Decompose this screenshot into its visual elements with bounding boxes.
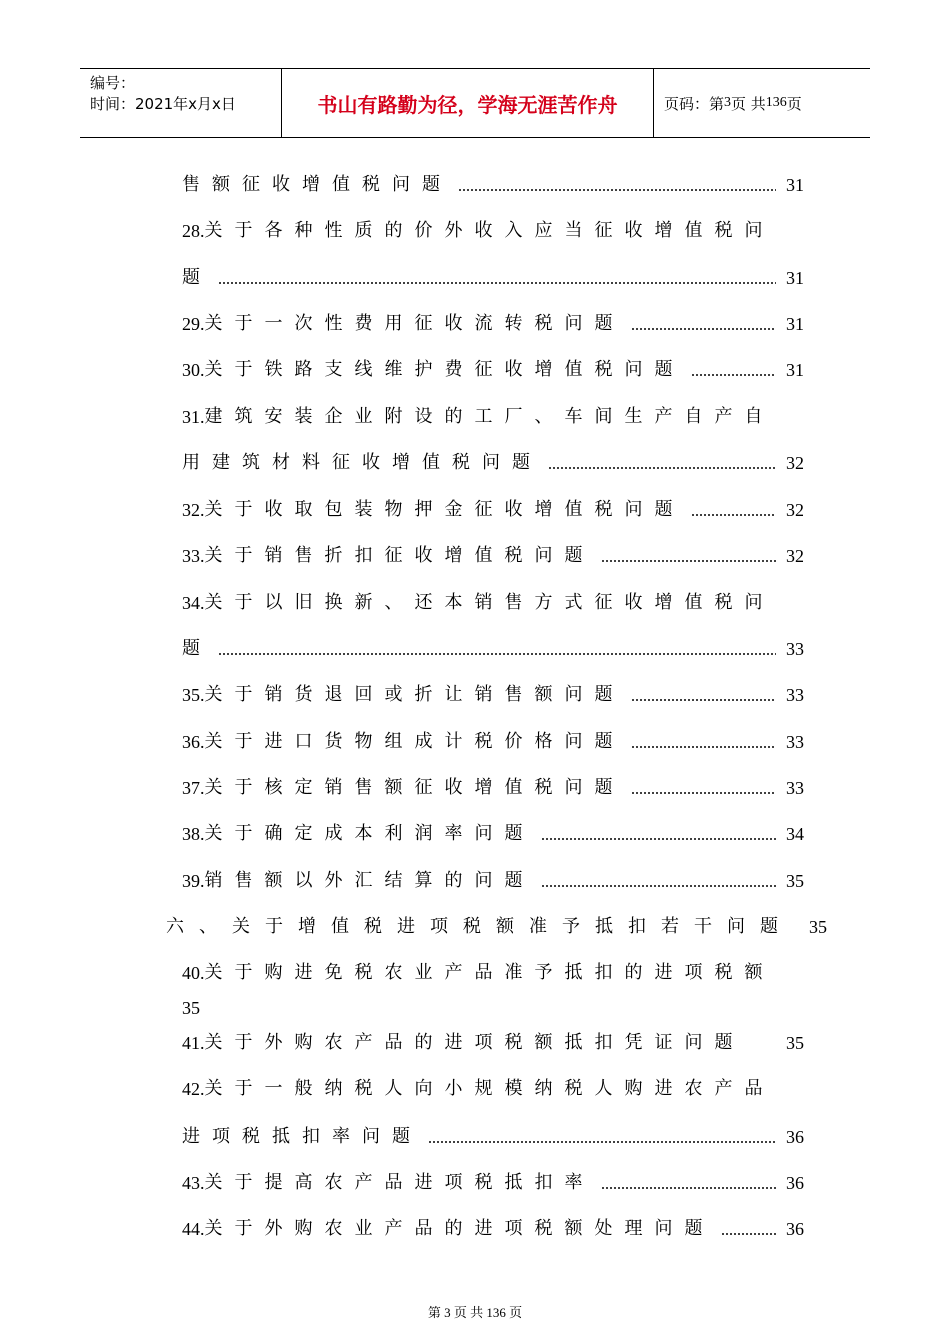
toc-number: 38. (182, 824, 205, 844)
toc-page: 36 (786, 1127, 804, 1147)
toc-text: 关于购进免税农业产品准予抵扣的进项税额 (204, 962, 775, 983)
toc-line[interactable] (182, 636, 804, 662)
footer-prefix: 第 (427, 1305, 441, 1320)
toc-number: 31. (182, 407, 205, 427)
toc-page: 35 (786, 871, 804, 891)
footer-suffix: 页 (509, 1305, 523, 1320)
toc-page: 31 (786, 314, 804, 334)
toc-line[interactable] (182, 868, 804, 894)
toc-text: 售额征收增值税问题 (182, 174, 452, 195)
toc-line[interactable] (182, 1030, 804, 1056)
toc-line[interactable] (182, 960, 804, 986)
footer-mid: 页 共 (453, 1305, 484, 1320)
toc-page: 35 (786, 1033, 804, 1053)
toc-text: 进项税抵扣率问题 (182, 1126, 422, 1147)
footer-total: 136 (486, 1305, 506, 1320)
toc-leader (631, 746, 777, 748)
toc-text: 关于收取包装物押金征收增值税问题 (204, 499, 685, 520)
toc-leader (548, 467, 776, 469)
toc-leader (428, 1141, 776, 1143)
toc-page: 33 (786, 732, 804, 752)
toc-line[interactable] (182, 682, 804, 708)
toc-text: 关于提高农产品进项税抵扣率 (204, 1172, 595, 1193)
toc-text: 用建筑材料征收增值税问题 (182, 452, 542, 473)
toc-text: 题 (182, 638, 212, 659)
toc-text: 题 (182, 267, 212, 288)
toc-line[interactable] (182, 311, 804, 337)
toc-leader (218, 653, 776, 655)
document-header (80, 68, 870, 138)
toc-leader (541, 838, 777, 840)
toc-leader (631, 792, 777, 794)
page-mid: 页 共 (731, 94, 766, 113)
toc-leader (691, 514, 777, 516)
toc-line[interactable] (182, 172, 804, 198)
header-motto: 书山有路勤为径，学海无涯苦作舟 (282, 69, 654, 137)
toc-number: 30. (182, 360, 205, 380)
toc-page: 32 (786, 500, 804, 520)
toc-text: 关于各种性质的价外收入应当征收增值税问 (204, 220, 775, 241)
toc-page: 32 (786, 546, 804, 566)
toc-leader (601, 1187, 777, 1189)
toc-text: 关于以旧换新、还本销售方式征收增值税问 (204, 592, 775, 613)
toc-number: 40. (182, 963, 205, 983)
toc-page: 31 (786, 268, 804, 288)
toc-line[interactable] (182, 590, 804, 616)
toc-page: 34 (786, 824, 804, 844)
toc-line[interactable] (182, 218, 804, 244)
toc-page: 33 (786, 778, 804, 798)
time-label: 时间：2021年x月x日 (90, 95, 236, 113)
toc-line[interactable] (182, 450, 804, 476)
toc-text: 关于外购农产品的进项税额抵扣凭证问题 (204, 1032, 745, 1053)
toc-page: 36 (786, 1219, 804, 1239)
toc-leader (218, 282, 776, 284)
toc-page: 31 (786, 175, 804, 195)
toc-number: 32. (182, 500, 205, 520)
toc-line[interactable] (182, 497, 804, 523)
toc-text: 关于铁路支线维护费征收增值税问题 (204, 359, 685, 380)
toc-text: 关于核定销售额征收增值税问题 (204, 777, 625, 798)
toc-text: 关于外购农业产品的进项税额处理问题 (204, 1218, 715, 1239)
page-total: 136 (765, 95, 787, 110)
header-page-info (654, 69, 870, 137)
toc-number: 34. (182, 593, 205, 613)
toc-number: 35. (182, 685, 205, 705)
page-suffix: 页 (786, 94, 802, 113)
toc-text: 关于销售折扣征收增值税问题 (204, 545, 595, 566)
toc-leader (541, 885, 777, 887)
toc-text: 关于一次性费用征收流转税问题 (204, 313, 625, 334)
toc-text: 关于进口货物组成计税价格问题 (204, 731, 625, 752)
toc-line[interactable] (182, 995, 804, 1021)
toc-number: 42. (182, 1079, 205, 1099)
toc-line[interactable] (182, 357, 804, 383)
page-current: 3 (724, 95, 732, 110)
toc-number: 28. (182, 221, 205, 241)
toc-page: 35 (809, 917, 827, 937)
toc-number: 33. (182, 546, 205, 566)
toc-leader (631, 699, 777, 701)
toc-text: 关于一般纳税人向小规模纳税人购进农产品 (204, 1078, 775, 1099)
header-info-cell (80, 69, 282, 137)
toc-number: 39. (182, 871, 205, 891)
number-label: 编号： (90, 74, 136, 92)
toc-leader (458, 189, 776, 191)
page-prefix: 页码：第 (664, 94, 725, 113)
toc-section-line[interactable] (166, 914, 827, 940)
toc-leader (601, 560, 777, 562)
toc-page: 36 (786, 1173, 804, 1193)
toc-number: 37. (182, 778, 205, 798)
toc-page: 31 (786, 360, 804, 380)
toc-number: 44. (182, 1219, 205, 1239)
page-footer (0, 1302, 950, 1321)
toc-text: 关于确定成本利润率问题 (204, 823, 535, 844)
toc-text: 销售额以外汇结算的问题 (204, 870, 535, 891)
toc-page: 32 (786, 453, 804, 473)
toc-text: 建筑安装企业附设的工厂、车间生产自产自 (204, 406, 775, 427)
toc-number: 36. (182, 732, 205, 752)
toc-line[interactable] (182, 543, 804, 569)
toc-number: 29. (182, 314, 205, 334)
toc-page: 33 (786, 639, 804, 659)
toc-page: 35 (182, 998, 200, 1018)
toc-page: 33 (786, 685, 804, 705)
toc-text: 关于销货退回或折让销售额问题 (204, 684, 625, 705)
toc-leader (691, 374, 777, 376)
toc-leader (721, 1233, 777, 1235)
toc-line[interactable] (182, 729, 804, 755)
toc-line[interactable] (182, 821, 804, 847)
footer-current: 3 (444, 1305, 451, 1320)
toc-line[interactable] (182, 1170, 804, 1196)
toc-number: 43. (182, 1173, 205, 1193)
toc-line[interactable] (182, 265, 804, 291)
toc-line[interactable] (182, 1216, 804, 1242)
toc-line[interactable] (182, 775, 804, 801)
toc-line[interactable] (182, 404, 804, 430)
toc-leader (631, 328, 777, 330)
toc-line[interactable] (182, 1124, 804, 1150)
toc-line[interactable] (182, 1076, 804, 1102)
toc-number: 41. (182, 1033, 205, 1053)
toc-section-text: 六、关于增值税进项税额准予抵扣若干问题 (166, 916, 793, 937)
